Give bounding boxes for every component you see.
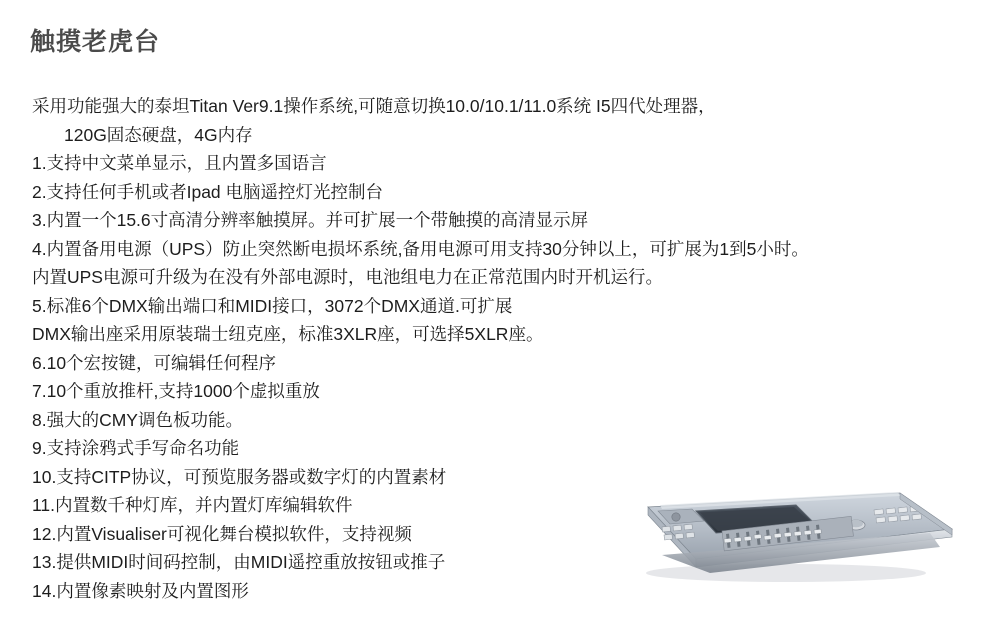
intro-line-2: 120G固态硬盘，4G内存 [64,124,253,145]
feature-item: DMX输出座采用原装瑞士纽克座，标准3XLR座，可选择5XLR座。 [32,324,544,344]
feature-item: 12.内置Visualiser可视化舞台模拟软件，支持视频 [32,523,412,544]
feature-item: 内置UPS电源可升级为在没有外部电源时，电池组电力在正常范围内时开机运行。 [32,267,663,287]
feature-item: 3.内置一个15.6寸高清分辨率触摸屏。并可扩展一个带触摸的高清显示屏 [32,210,589,230]
feature-item: 14.内置像素映射及内置图形 [32,580,249,601]
feature-item: 1.支持中文菜单显示，且内置多国语言 [32,153,327,173]
intro-line-1: 采用功能强大的泰坦Titan Ver9.1操作系统,可随意切换10.0/10.1/11.0系统 I5四代处理器， [32,96,716,116]
feature-item: 6.10个宏按键，可编辑任何程序 [32,352,277,373]
feature-item: 8.强大的CMY调色板功能。 [32,409,243,430]
feature-item: 5.标准6个DMX输出端口和MIDI接口，3072个DMX通道.可扩展 [32,295,513,316]
feature-item: 2.支持任何手机或者Ipad 电脑遥控灯光控制台 [32,181,384,202]
feature-item: 9.支持涂鸦式手写命名功能 [32,438,240,458]
feature-item: 13.提供MIDI时间码控制，由MIDI遥控重放按钮或推子 [32,552,446,572]
feature-item: 4.内置备用电源（UPS）防止突然断电损坏系统,备用电源可用支持30分钟以上，可扩展为1到5小时。 [32,238,809,259]
feature-item: 7.10个重放推杆,支持1000个虚拟重放 [32,381,320,401]
lighting-console-photo [600,455,960,585]
feature-item: 11.内置数千种灯库，并内置灯库编辑软件 [32,495,353,515]
feature-item: 10.支持CITP协议，可预览服务器或数字灯的内置素材 [32,466,447,487]
page-title: 触摸老虎台 [30,28,161,56]
